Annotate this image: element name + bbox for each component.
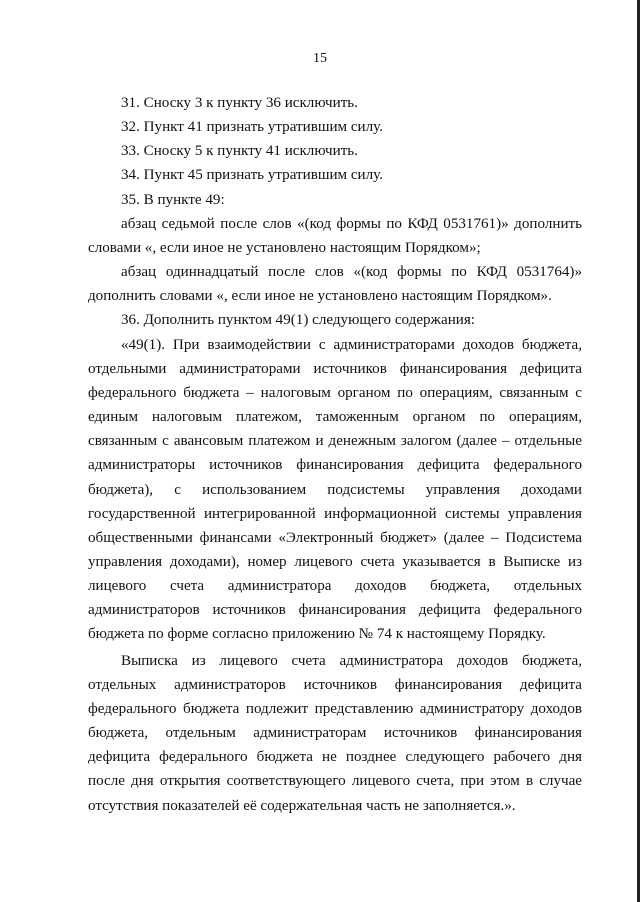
paragraph-abzac-11: абзац одиннадцатый после слов «(код формы по КФД 0531764)» дополнить словами «, если иное не установлено настоящим Порядком».	[88, 264, 582, 305]
item-32: 32. Пункт 41 признать утратившим силу.	[121, 119, 383, 136]
paragraph-49-1: «49(1). При взаимодействии с администраторами доходов бюджета, отдельными администраторами источников финансирования дефицита федерального бюджета – налоговым органом по операциям, связанным с единым налоговым платежом, таможенным органом по операциям, связанным с авансовым платежом и денежным залогом (далее – отдельные администраторы источников финансирования дефицита федерального бюджета), с использованием подсистемы управления доходами государственной интегрированной информационной системы управления общественными финансами «Электронный бюджет» (далее – Подсистема управления доходами), номер лицевого счета указывается в Выписке из лицевого счета администратора доходов бюджета, отдельных администраторов источников финансирования дефицита федерального бюджета по форме согласно приложению № 74 к настоящему Порядку.	[88, 336, 582, 643]
item-35: 35. В пункте 49:	[121, 191, 225, 208]
paragraph-item-36: 36. Дополнить пунктом 49(1) следующего содержания:	[121, 312, 475, 329]
paragraph-statement: Выписка из лицевого счета администратора доходов бюджета, отдельных администраторов источников финансирования дефицита федерального бюджета подлежит представлению администратору доходов бюджета, отдельным администраторам источников финансирования дефицита федерального бюджета не позднее следующего рабочего дня после дня открытия соответствующего лицевого счета, при этом в случае отсутствия показателей её содержательная часть не заполняется.».	[88, 652, 582, 814]
item-33: 33. Сноску 5 к пункту 41 исключить.	[121, 143, 358, 160]
paragraph-abzac-7: абзац седьмой после слов «(код формы по КФД 0531761)» дополнить словами «, если иное не установлено настоящим Порядком»;	[88, 215, 582, 256]
document-body	[88, 91, 582, 818]
item-31: 31. Сноску 3 к пункту 36 исключить.	[121, 95, 358, 111]
item-34: 34. Пункт 45 признать утратившим силу.	[121, 167, 383, 184]
page-number: 15	[313, 51, 327, 66]
